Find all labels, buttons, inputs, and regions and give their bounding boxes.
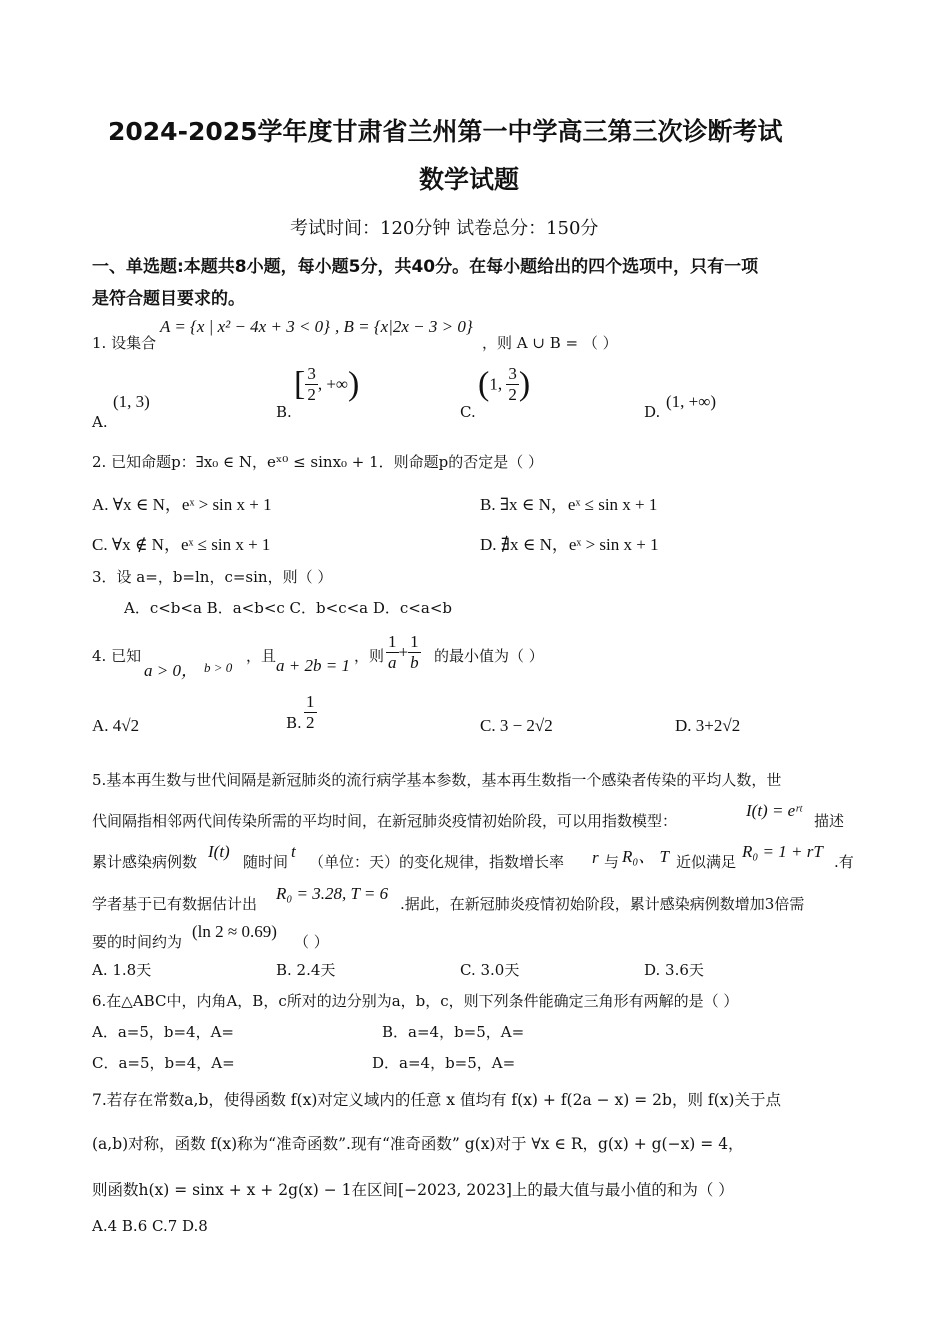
- q5-line-3-g: 与: [604, 853, 620, 871]
- section-heading-line1: 一、单选题:本题共8小题，每小题5分，共40分。在每小题给出的四个选项中，只有一项: [92, 257, 759, 277]
- q1-set-a: A = {x | x² − 4x + 3 < 0}: [160, 317, 330, 336]
- q5-line-3-b: I(t): [208, 842, 230, 861]
- q1-option-d: (1, +∞): [666, 392, 717, 411]
- q1-option-b: [ $\frac{3}{2}$ , +∞): [294, 364, 360, 404]
- q1-option-b-label: B.: [276, 403, 292, 421]
- q5-line-3-d: t: [291, 842, 296, 861]
- q2-option-b: B. ∃x ∈ N，eˣ ≤ sin x + 1: [480, 495, 658, 514]
- q2-option-a: A. ∀x ∈ N，eˣ > sin x + 1: [92, 495, 272, 514]
- q1-option-d-label: D.: [644, 403, 661, 421]
- q5-line-2-post: 描述: [814, 812, 845, 830]
- q5-line-4-pre: 学者基于已有数据估计出: [92, 895, 258, 913]
- q5-line-3-j: R₀ = 1 + rT: [742, 842, 823, 861]
- q5-line-2-pre: 代间隔指相邻两代间传染所需的平均时间，在新冠肺炎疫情初始阶段，可以用指数模型：: [92, 812, 678, 830]
- q5-line-3-a: 累计感染病例数: [92, 853, 198, 871]
- q5-option-c: C. 3.0天: [460, 961, 520, 979]
- q5-line-3-h: R₀、 T: [622, 847, 669, 866]
- exam-title: 2024-2025学年度甘肃省兰州第一中学高三第三次诊断考试: [108, 117, 783, 146]
- q4-cond-sum: a + 2b = 1: [276, 656, 350, 675]
- q5-line-4-values: R₀ = 3.28, T = 6: [276, 884, 389, 903]
- q5-option-a: A. 1.8天: [92, 961, 152, 979]
- q7-line-1: 7.若存在常数a,b，使得函数 f(x)对定义域内的任意 x 值均有 f(x) + f(2a − x) = 2b，则 f(x)关于点: [92, 1091, 781, 1109]
- q4-cond-sep: ，且: [246, 647, 277, 665]
- q5-line-3-e: （单位：天）的变化规律，指数增长率: [309, 853, 565, 871]
- q5-line-4-post: .据此，在新冠肺炎疫情初始阶段，累计感染病例数增加3倍需: [400, 895, 805, 913]
- q1-stem-post: ，则 A ∪ B = （ ）: [482, 334, 618, 352]
- q4-option-b: $\frac{1}{2}$: [306, 692, 315, 732]
- q4-cond-a: a > 0，: [144, 661, 198, 680]
- q6-stem: 6.在△ABC中，内角A，B，c所对的边分别为a，b，c，则下列条件能确定三角形有两解的是（ ）: [92, 992, 739, 1010]
- q3-options: A．c<b<a B．a<b<c C．b<c<a D．c<a<b: [124, 599, 452, 617]
- q7-options: A.4 B.6 C.7 D.8: [92, 1217, 208, 1235]
- q6-option-d: D．a=4，b=5，A=: [372, 1054, 516, 1072]
- q2-stem: 2. 已知命题p：∃x₀ ∈ N，eˣ⁰ ≤ sinx₀ + 1．则命题p的否定是（ ）: [92, 453, 544, 471]
- q5-line-3-i: 近似满足: [676, 853, 737, 871]
- q4-option-a: A. 4√2: [92, 716, 140, 735]
- q4-stem-post: 的最小值为（ ）: [434, 647, 544, 665]
- q5-option-b: B. 2.4天: [276, 961, 336, 979]
- q4-stem-pre: 4. 已知: [92, 647, 142, 665]
- section-heading-line2: 是符合题目要求的。: [92, 289, 245, 309]
- q5-line-3-c: 随时间: [243, 853, 289, 871]
- q5-line-3-k: .有: [834, 853, 854, 871]
- q5-line-2-model: I(t) = eʳᵗ: [746, 801, 802, 820]
- exam-subtitle: 数学试题: [419, 165, 520, 194]
- q4-option-c: C. 3 − 2√2: [480, 716, 553, 735]
- q5-line-5-post: （ ）: [294, 933, 329, 951]
- q1-set-b: , B = {x|2x − 3 > 0}: [335, 317, 473, 336]
- q7-line-2: (a,b)对称，函数 f(x)称为“准奇函数”.现有“准奇函数” g(x)对于 ∀x ∈ R，g(x) + g(−x) = 4，: [92, 1135, 744, 1153]
- q5-option-d: D. 3.6天: [644, 961, 704, 979]
- q1-option-c-label: C.: [460, 403, 476, 421]
- q2-option-d: D. ∄x ∈ N，eˣ > sin x + 1: [480, 535, 659, 554]
- q1-stem-pre: 1. 设集合: [92, 334, 157, 352]
- q5-line-5-hint: (ln 2 ≈ 0.69): [192, 922, 277, 941]
- q1-option-a: (1, 3): [113, 392, 150, 411]
- q1-option-a-label: A.: [92, 413, 108, 431]
- q4-expression: $\frac{1}{a}$ + $\frac{1}{b}$: [388, 632, 419, 672]
- q5-line-3-f: r: [592, 848, 599, 867]
- q4-option-b-label: B.: [286, 714, 302, 732]
- q7-line-3: 则函数h(x) = sinx + x + 2g(x) − 1在区间[−2023, 2023]上的最大值与最小值的和为（ ）: [92, 1181, 734, 1199]
- q2-option-c: C. ∀x ∉ N，eˣ ≤ sin x + 1: [92, 535, 271, 554]
- q4-cond-b: b > 0: [204, 660, 233, 675]
- q5-line-1: 5.基本再生数与世代间隔是新冠肺炎的流行病学基本参数，基本再生数指一个感染者传染的平均人数，世: [92, 771, 782, 789]
- q1-option-c: (1, $\frac{3}{2}$ ): [478, 364, 531, 404]
- exam-info: 考试时间：120分钟 试卷总分：150分: [290, 218, 599, 239]
- q6-option-c: C．a=5，b=4，A=: [92, 1054, 235, 1072]
- q6-option-b: B．a=4，b=5，A=: [382, 1023, 525, 1041]
- q4-stem-mid: ，则: [354, 647, 385, 665]
- q3-stem: 3．设 a=，b=ln，c=sin，则（ ）: [92, 568, 333, 586]
- q5-line-5-pre: 要的时间约为: [92, 933, 183, 951]
- q6-option-a: A．a=5，b=4，A=: [92, 1023, 235, 1041]
- q4-option-d: D. 3+2√2: [675, 716, 741, 735]
